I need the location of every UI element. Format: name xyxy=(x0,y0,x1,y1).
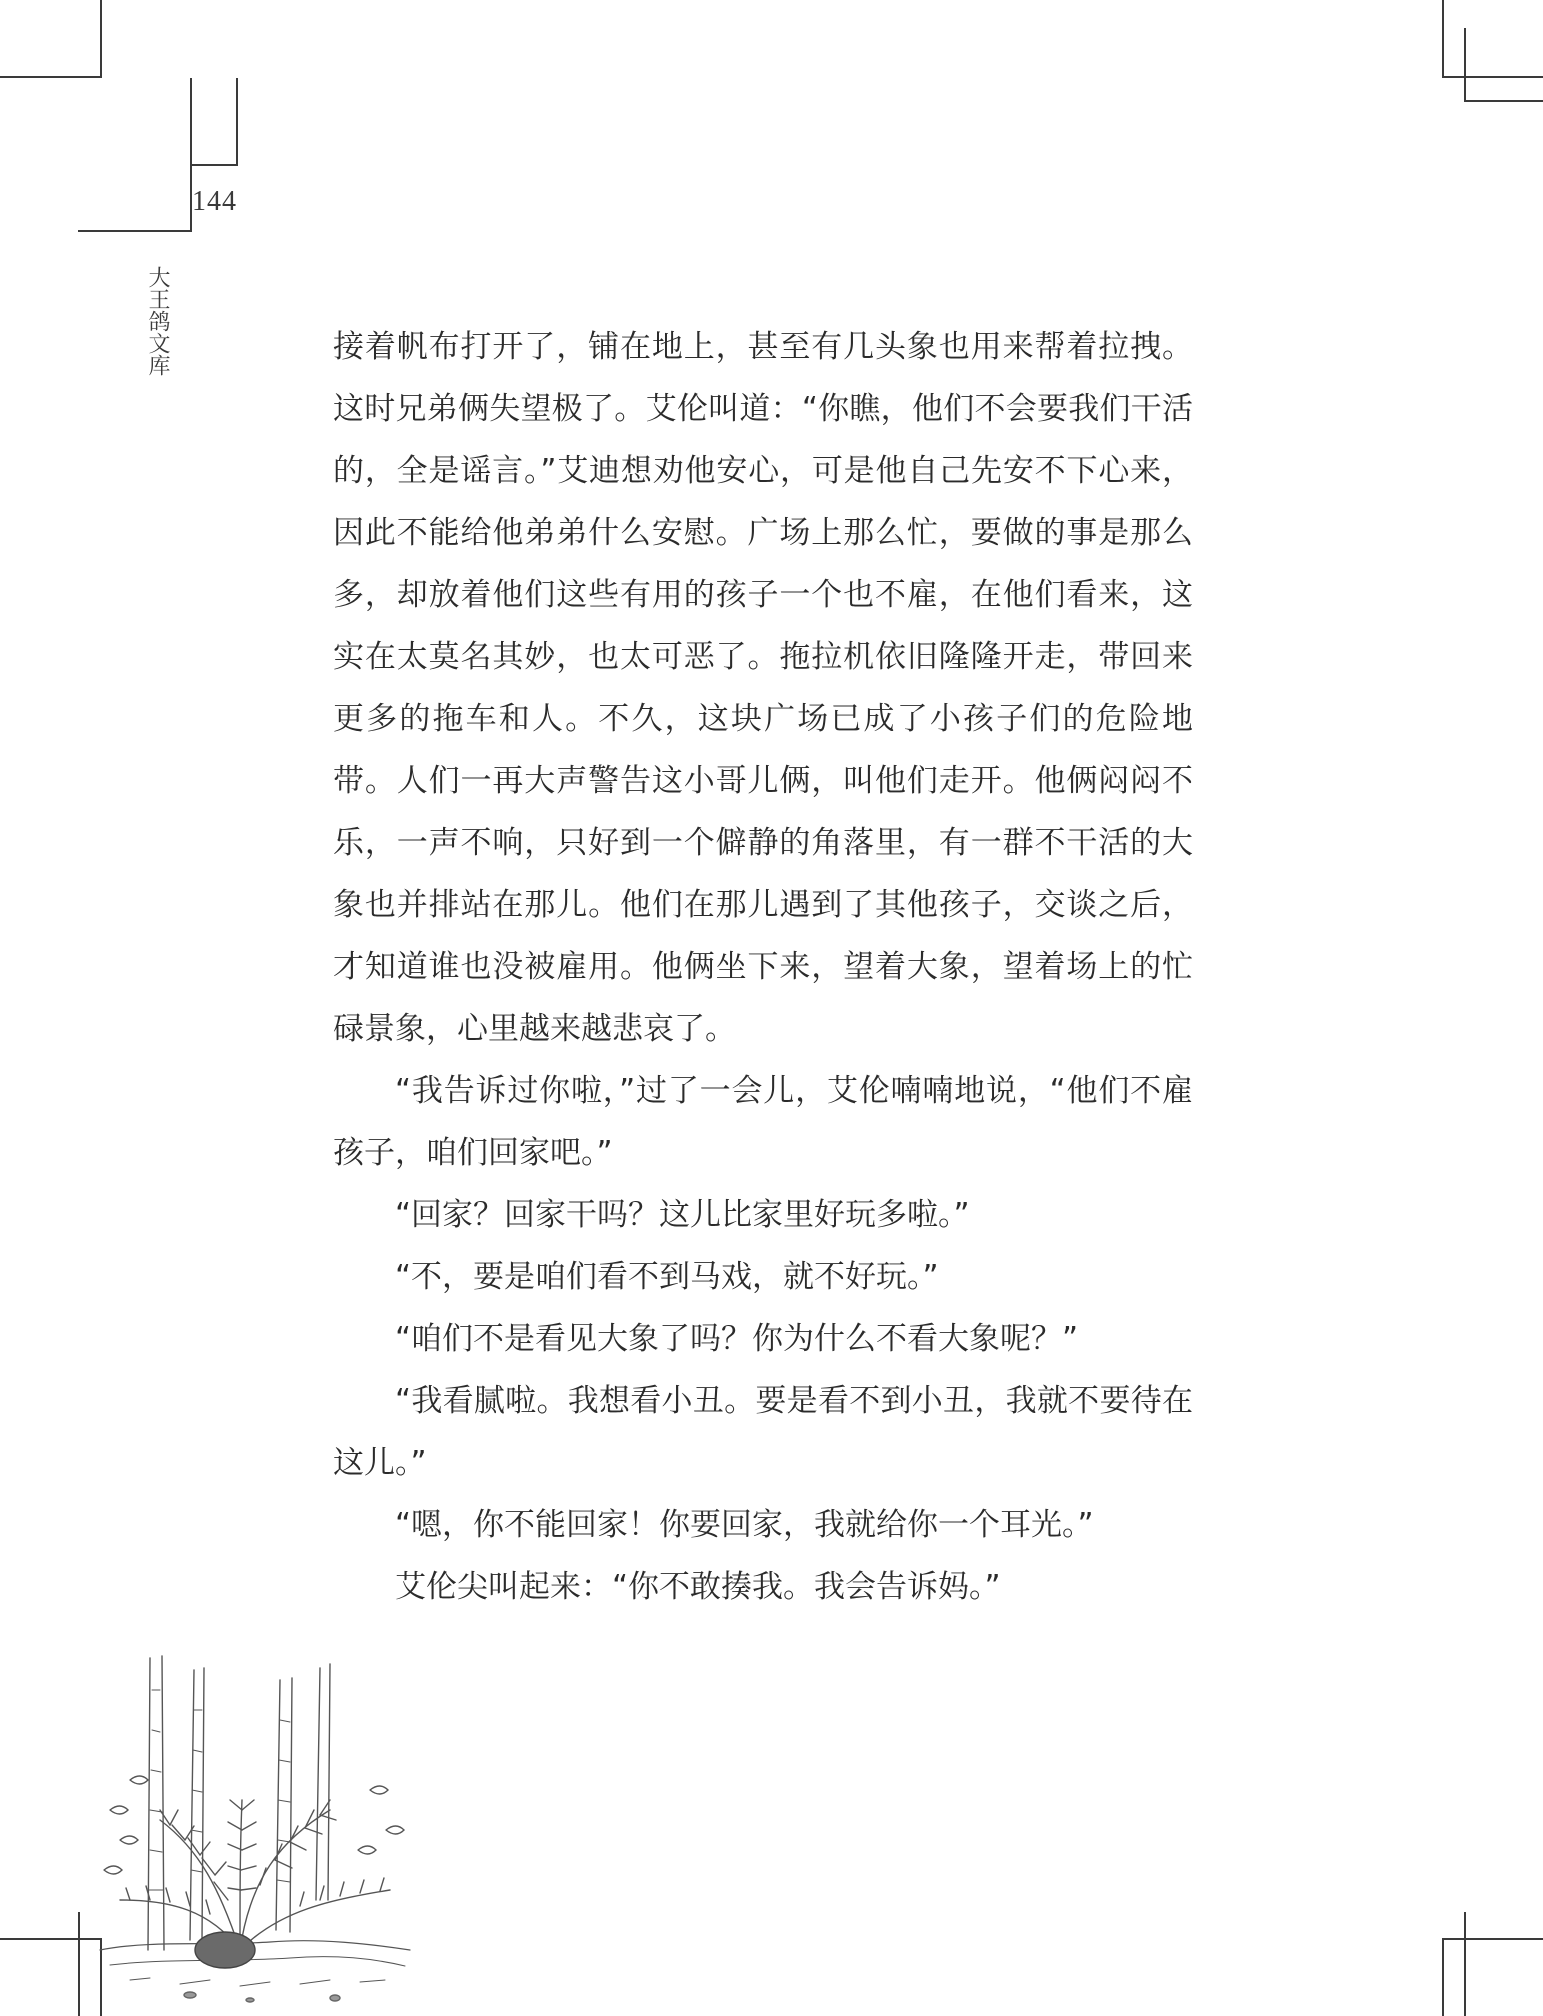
paragraph: “我看腻啦。我想看小丑。要是看不到小丑，我就不要待在这儿。” xyxy=(333,1383,1193,1481)
paragraph: “不，要是咱们看不到马戏，就不好玩。” xyxy=(395,1259,939,1295)
paragraph: “嗯，你不能回家！你要回家，我就给你一个耳光。” xyxy=(395,1507,1094,1543)
body-text xyxy=(333,316,1193,1618)
paragraph: 接着帆布打开了，铺在地上，甚至有几头象也用来帮着拉拽。这时兄弟俩失望极了。艾伦叫道：“你瞧，他们不会要我们干活的，全是谣言。”艾迪想劝他安心，可是他自己先安不下心来，因此不能给他弟弟什么安慰。广场上那么忙，要做的事是那么多，却放着他们这些有用的孩子一个也不雇，在他们看来，这实在太莫名其妙，也太可恶了。拖拉机依旧隆隆开走，带回来更多的拖车和人。不久，这块广场已成了小孩子们的危险地带。人们一再大声警告这小哥儿俩，叫他们走开。他俩闷闷不乐，一声不响，只好到一个僻静的角落里，有一群不干活的大象也并排站在那儿。他们在那儿遇到了其他孩子，交谈之后，才知道谁也没被雇用。他俩坐下来，望着大象，望着场上的忙碌景象，心里越来越悲哀了。 xyxy=(333,329,1193,1047)
paragraph: “回家？回家干吗？这儿比家里好玩多啦。” xyxy=(395,1197,970,1233)
paragraph: “咱们不是看见大象了吗？你为什么不看大象呢？” xyxy=(395,1321,1079,1357)
page-number: 144 xyxy=(192,186,237,217)
series-title: 大王鸽文库 xyxy=(145,266,170,376)
paragraph: 艾伦尖叫起来：“你不敢揍我。我会告诉妈。” xyxy=(395,1569,1001,1605)
paragraph: “我告诉过你啦，”过了一会儿，艾伦喃喃地说，“他们不雇孩子，咱们回家吧。” xyxy=(333,1073,1193,1171)
forest-undergrowth-icon xyxy=(90,1650,420,2010)
